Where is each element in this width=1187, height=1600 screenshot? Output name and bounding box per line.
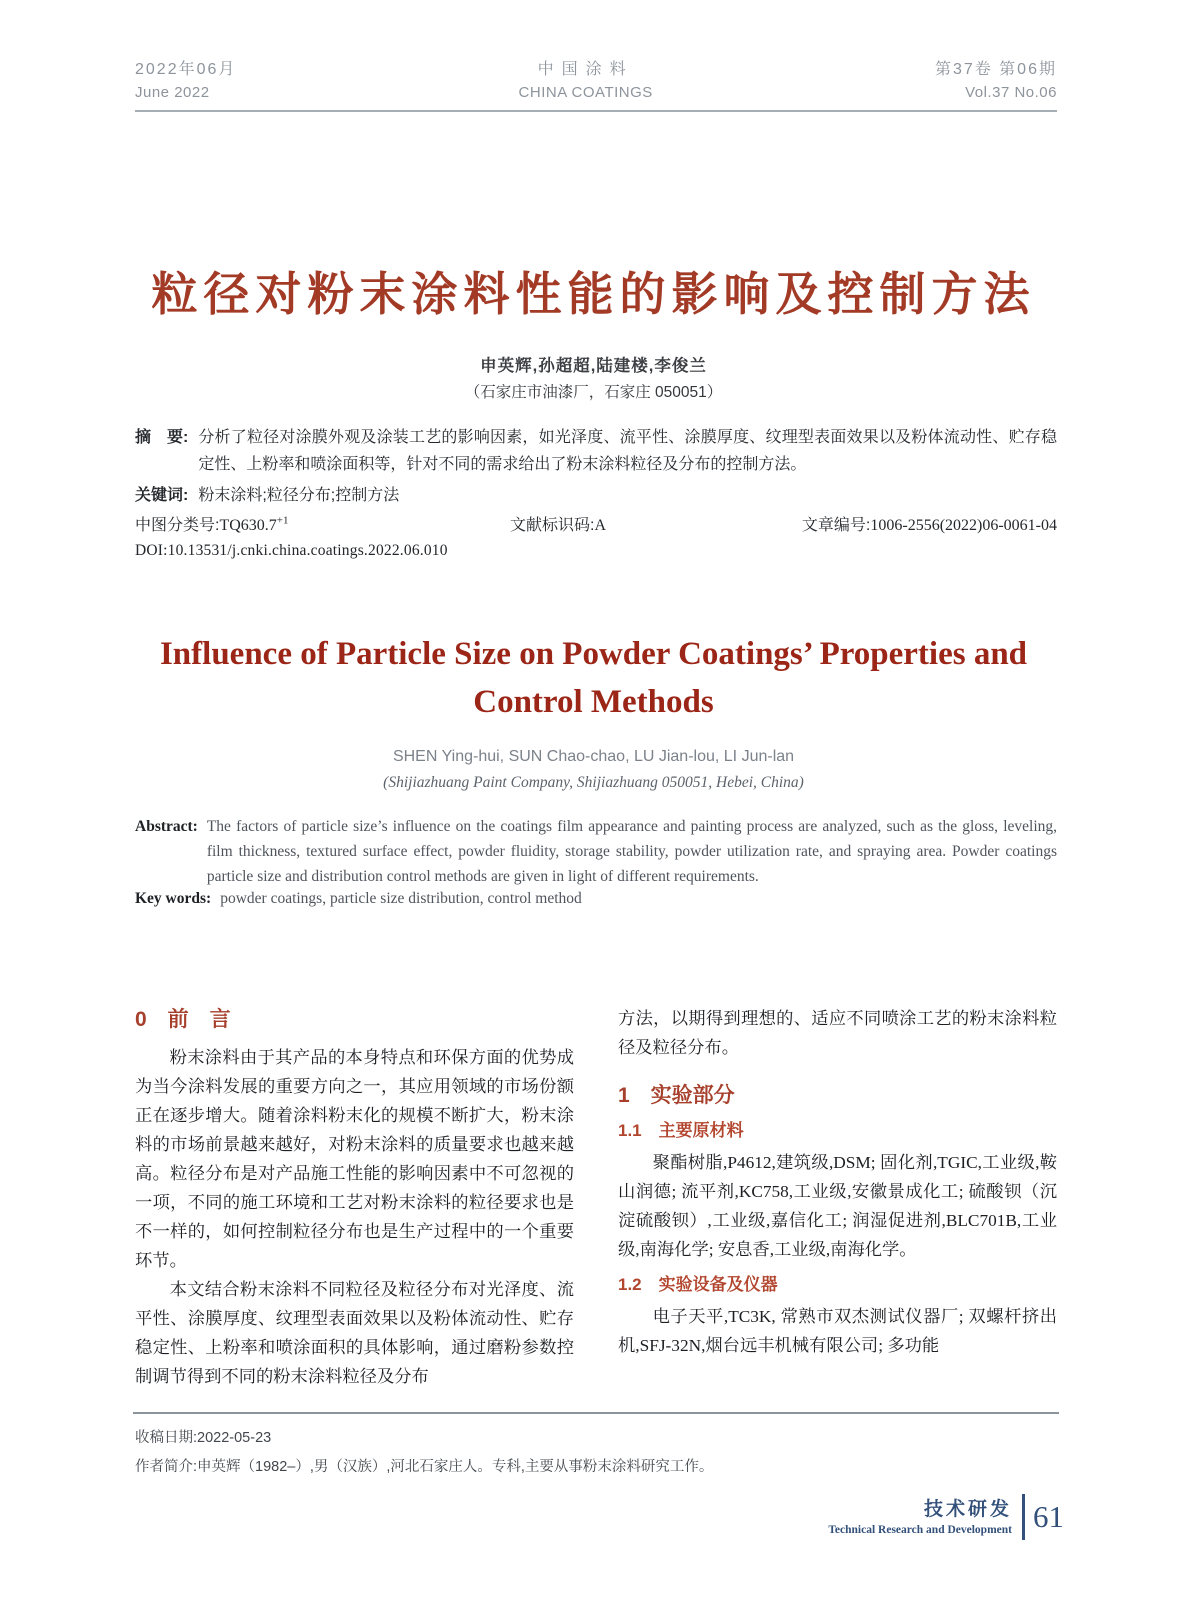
header-date [135,58,236,104]
abstract-en-text: The factors of particle size’s influence on the coatings film appearance and painting process are analyzed, such as the gloss, leveling, film thickness, textured surface effect, powder fluidity, storage stability, powder utilization rate, and spraying area. Powder coatings particle size and distribution control methods are given in light of different requirements. [206,818,1057,885]
header-issue [935,58,1057,104]
abstract-zh-label: 摘 要: [135,429,189,446]
header-issue-en: Vol.37 No.06 [965,84,1057,101]
authors-zh: 申英辉,孙超超,陆建楼,李俊兰 [480,357,707,375]
article-id-label: 文章编号: [801,517,871,534]
clc-value: TQ630.7 [219,517,277,534]
header-divider [135,110,1057,112]
journal-name [519,58,653,104]
author-bio: 作者简介:申英辉（1982–）,男（汉族）,河北石家庄人。专科,主要从事粉末涂料研究工作。 [135,1459,714,1475]
abstract-zh [135,424,1057,478]
header-date-en: June 2022 [135,84,210,101]
section-0-paragraph-2-continued: 方法，以期得到理想的、适应不同喷涂工艺的粉末涂料粒径及粒径分布。 [618,1009,1057,1057]
header-date-zh: 2022年06月 [135,61,237,78]
footnote-divider [133,1412,1059,1414]
doi: DOI:10.13531/j.cnki.china.coatings.2022.06.010 [135,542,448,559]
clc-superscript: +1 [276,514,289,527]
affiliation-zh: （石家庄市油漆厂，石家庄 050051） [464,384,723,401]
document-code-value: A [594,517,607,534]
body-columns [135,1004,1057,1391]
authors-en: SHEN Ying-hui, SUN Chao-chao, LU Jian-lou, LI Jun-lan [392,748,795,765]
keywords-zh-text: 粉末涂料;粒径分布;控制方法 [198,487,400,504]
section-1-heading: 1 实验部分 [618,1084,735,1107]
document-code-label: 文献标识码: [510,517,595,534]
article-id [802,512,1057,535]
paper-title-en-line1: Influence of Particle Size on Powder Coatings’ Properties and [159,636,1028,672]
body-column-right [618,1004,1057,1391]
column-tag [828,1498,1012,1536]
article-id-value: 1006-2556(2022)06-0061-04 [870,517,1057,534]
column-tag-en: Technical Research and Development [828,1524,1012,1536]
section-0-paragraph-2: 本文结合粉末涂料不同粒径及粒径分布对光泽度、流平性、涂膜厚度、纹理型表面效果以及粉体流动性、贮存稳定性、上粉率和喷涂面积的具体影响，通过磨粉参数控制调节得到不同的粉末涂料粒径及分布 [135,1280,574,1386]
journal-header [135,58,1057,104]
section-1-2-paragraph: 电子天平,TC3K, 常熟市双杰测试仪器厂; 双螺杆挤出机,SFJ-32N,烟台远丰机械有限公司; 多功能 [618,1307,1057,1355]
column-tag-zh: 技术研发 [923,1499,1012,1520]
clc-number [135,512,289,535]
page-tag [828,1494,1064,1540]
keywords-zh [135,482,1057,509]
abstract-en-label: Abstract: [135,818,198,835]
abstract-zh-text: 分析了粒径对涂膜外观及涂装工艺的影响因素，如光泽度、流平性、涂膜厚度、纹理型表面效果以及粉体流动性、贮存稳定性、上粉率和喷涂面积等，针对不同的需求给出了粉末涂料粒径及分布的控制方法。 [198,429,1057,473]
clc-label: 中图分类号: [135,517,220,534]
meta-row [135,512,1057,536]
keywords-zh-label: 关键词: [135,487,189,504]
paper-title-zh: 粒径对粉末涂料性能的影响及控制方法 [151,268,1036,320]
abstract-en [135,814,1057,889]
section-0-heading: 0 前 言 [135,1008,231,1031]
paper-title-en [0,630,1187,726]
keywords-en [135,886,1057,911]
section-0-paragraph-1: 粉末涂料由于其产品的本身特点和环保方面的优势成为当今涂料发展的重要方向之一，其应用领域的市场份额正在逐步增大。随着涂料粉末化的规模不断扩大，粉末涂料的市场前景越来越好，对粉末涂料的质量要求也越来越高。粒径分布是对产品施工性能的影响因素中不可忽视的一项，不同的施工环境和工艺对粉末涂料的粒径要求也是不一样的，如何控制粒径分布也是生产过程中的一个重要环节。 [135,1048,574,1270]
section-1-1-paragraph: 聚酯树脂,P4612,建筑级,DSM; 固化剂,TGIC,工业级,鞍山润德; 流平剂,KC758,工业级,安徽景成化工; 硫酸钡（沉淀硫酸钡）,工业级,嘉信化工; 润湿促进剂,BLC701B,工业级,南海化学; 安息香,工业级,南海化学。 [618,1153,1057,1259]
paper-title-en-line2: Control Methods [473,684,714,720]
journal-name-en: CHINA COATINGS [518,84,653,101]
footnote [135,1424,1057,1482]
section-1-2-heading: 1.2 实验设备及仪器 [618,1275,778,1294]
header-issue-zh: 第37卷 第06期 [934,61,1057,78]
document-code [510,512,606,535]
affiliation-en: (Shijiazhuang Paint Company, Shijiazhuang 050051, Hebei, China) [383,774,804,791]
journal-name-zh: 中国涂料 [537,61,634,78]
page-number: 61 [1033,1499,1064,1534]
received-date: 收稿日期:2022-05-23 [135,1430,272,1446]
keywords-en-text: powder coatings, particle size distribution, control method [220,890,582,907]
keywords-en-label: Key words: [135,890,212,907]
body-column-left [135,1004,574,1391]
page-tag-divider [1022,1494,1025,1540]
section-1-1-heading: 1.1 主要原材料 [618,1121,744,1140]
